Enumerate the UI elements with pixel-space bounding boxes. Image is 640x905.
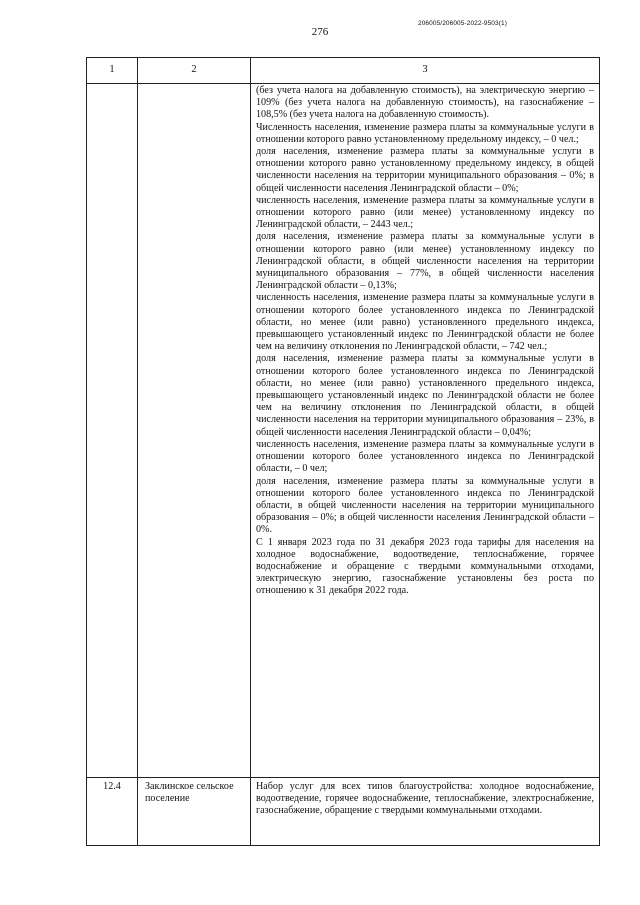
- column-header-2: 2: [138, 58, 251, 84]
- paragraph: доля населения, изменение размера платы за коммунальные услуги в отношении которого более установленного индекса по Ленинградской области, в общей численности населения на территории муниципального образования – 0%; в общей численности населения Ленинградской области – 0%.: [256, 475, 594, 536]
- paragraph: Набор услуг для всех типов благоустройства: холодное водоснабжение, водоотведение, горячее водоснабжение, теплоснабжение, электроснабжение, газоснабжение, обращение с твердыми коммунальными отходами.: [256, 781, 594, 817]
- paragraph: доля населения, изменение размера платы за коммунальные услуги в отношении которого более установленного индекса по Ленинградской области, но менее (или равно) установленного предельного индекса, превышающего установленный индекс по Ленинградской области не более чем на величину отклонения по Ленинградской области, в общей численности населения на территории муниципального образования – 23%, в общей численности населения Ленинградской области – 0,04%;: [256, 353, 594, 438]
- table-row: [87, 84, 600, 778]
- paragraph: Численность населения, изменение размера платы за коммунальные услуги в отношении которого равно установленному предельному индексу, – 0 чел.;: [256, 121, 594, 145]
- paragraph: численность населения, изменение размера платы за коммунальные услуги в отношении которого более установленного индекса по Ленинградской области, но менее (или равно) установленного предельного индекса, превышающего установленный индекс по Ленинградской области не более чем на величину отклонения по Ленинградской области, – 742 чел.;: [256, 292, 594, 353]
- municipality-name-cell: Заклинское сельское поселение: [138, 778, 251, 846]
- paragraph: (без учета налога на добавленную стоимость), на электрическую энергию – 109% (без учета налога на добавленную стоимость), на газоснабжение – 108,5% (без учета налога на добавленную стоимость).: [256, 85, 594, 121]
- table-row: [87, 778, 600, 846]
- paragraph: С 1 января 2023 года по 31 декабря 2023 года тарифы для населения на холодное водоснабжение, водоотведение, теплоснабжение, горячее водоснабжение и обращение с твердыми коммунальными отходами, электрическую энергию, газоснабжение установлены без роста по отношению к 31 декабря 2022 года.: [256, 536, 594, 597]
- municipality-name-cell: [138, 84, 251, 778]
- tariff-table: [86, 57, 600, 846]
- document-code: 206005/206005-2022-9503(1): [418, 20, 507, 27]
- column-header-1: 1: [87, 58, 138, 84]
- paragraph: доля населения, изменение размера платы за коммунальные услуги в отношении которого равно установленному предельному индексу, в общей численности населения на территории муниципального образования – 0%; в общей численности населения Ленинградской области – 0%;: [256, 146, 594, 194]
- description-cell: [251, 778, 600, 846]
- paragraph: численность населения, изменение размера платы за коммунальные услуги в отношении которого более установленного индекса по Ленинградской области, – 0 чел;: [256, 438, 594, 475]
- row-number-cell: 12.4: [87, 778, 138, 846]
- column-header-3: 3: [251, 58, 600, 84]
- description-cell: [251, 84, 600, 778]
- table-header-row: [87, 58, 600, 84]
- page-number: 276: [311, 26, 329, 38]
- row-number-cell: [87, 84, 138, 778]
- paragraph: доля населения, изменение размера платы за коммунальные услуги в отношении которого равно (или менее) установленному индексу по Ленинградской области, в общей численности населения на территории муниципального образования – 77%, в общей численности населения Ленинградской области – 0,13%;: [256, 231, 594, 292]
- paragraph: численность населения, изменение размера платы за коммунальные услуги в отношении которого равно (или менее) установленному индексу по Ленинградской области, – 2443 чел.;: [256, 194, 594, 231]
